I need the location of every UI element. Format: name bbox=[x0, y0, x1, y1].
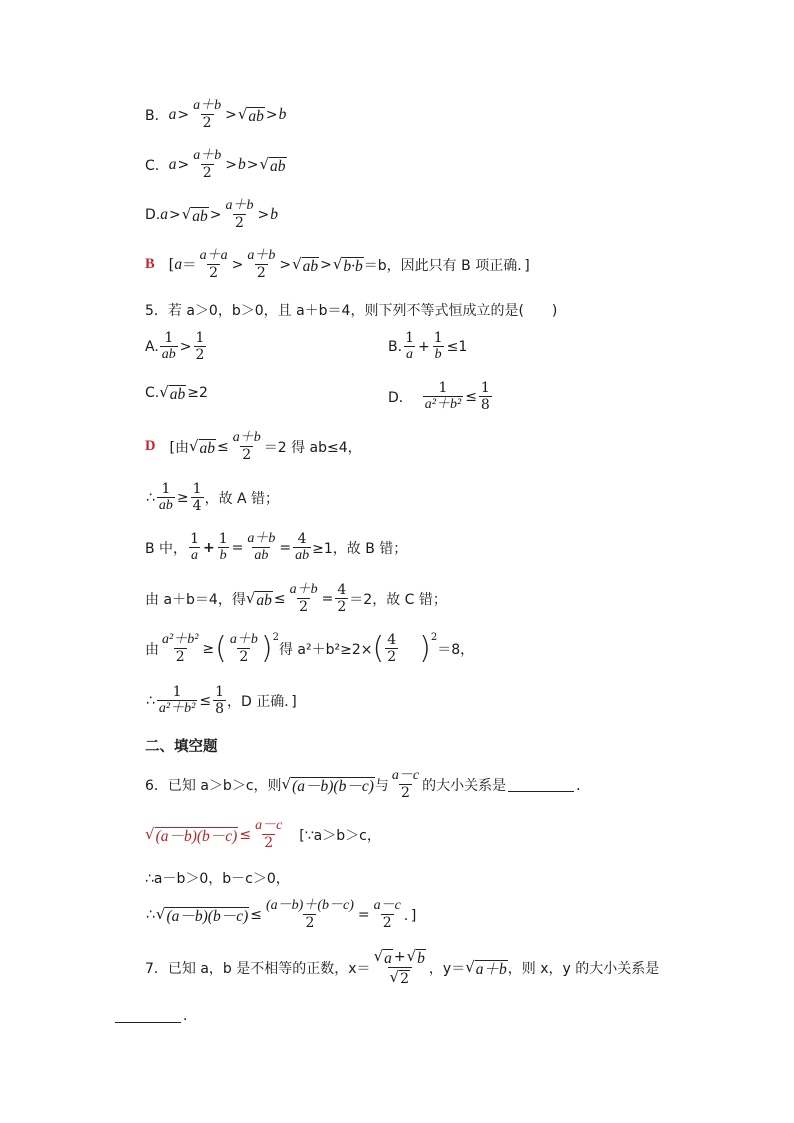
fraction: $\frac{1}{\text{a²＋b²}}$ bbox=[158, 684, 196, 716]
answer-5-line6: ∴ $\frac{1}{\text{a²＋b²}}$ ≤ $\frac{1}{8}$ ，D 正确．] bbox=[146, 684, 297, 717]
sqrt: √ ab bbox=[181, 204, 208, 225]
var: a bbox=[168, 105, 177, 123]
fraction: $\frac{1}{b}$ bbox=[218, 531, 228, 563]
var: a bbox=[168, 155, 177, 173]
fraction: $\frac{1}{4}$ bbox=[192, 481, 202, 514]
sqrt: √ (a－b)(b－c) bbox=[155, 904, 249, 925]
fraction: $\frac{1}{a}$ bbox=[405, 330, 414, 362]
fraction: $\frac{4}{2}$ bbox=[387, 632, 397, 665]
question-5: 5．若 a＞0，b＞0，且 a＋b＝4，则下列不等式恒成立的是( ) bbox=[145, 303, 558, 319]
question-6: 6．已知 a＞b＞c，则 √ (a－b)(b－c) 与 $\frac{a-c}{2}$ 的大小关系是 ． bbox=[145, 768, 591, 801]
sqrt: √ ab bbox=[245, 588, 272, 609]
answer-blank bbox=[508, 777, 574, 792]
sqrt: √ ab bbox=[259, 154, 286, 175]
answer-5-line4: 由 a＋b＝4，得 √ ab ≤ $\frac{a+b}{2}$ = $\frac{4}{2}$ ＝2，故 C 错； bbox=[145, 582, 447, 615]
fraction: $\frac{a+b}{2}$ bbox=[229, 632, 258, 665]
option-d bbox=[145, 198, 278, 231]
fraction: $\frac{a-c}{2}$ bbox=[391, 768, 420, 801]
fraction: $\frac{1}{ab}$ bbox=[161, 330, 176, 362]
fraction: $\frac{1}{ab}$ bbox=[158, 481, 173, 513]
sqrt: √ ab bbox=[292, 254, 319, 275]
answer-5-line2: ∴ $\frac{1}{ab}$ ≥ $\frac{1}{4}$ ，故 A 错； bbox=[146, 481, 280, 514]
sqrt: √ ab bbox=[237, 104, 264, 125]
sqrt: √ ab bbox=[188, 436, 216, 457]
fraction: $\frac{a-c}{2}$ bbox=[373, 898, 401, 931]
sqrt: √ (a－b)(b－c) bbox=[281, 774, 374, 795]
answer-blank bbox=[115, 1008, 181, 1023]
sqrt: √ a＋b bbox=[465, 957, 507, 978]
question-7-blank-line: ． bbox=[113, 1005, 197, 1025]
symbol: > bbox=[225, 156, 237, 173]
var: a bbox=[160, 205, 168, 223]
fraction: $\frac{a+b}{ab}$ bbox=[247, 531, 276, 563]
answer-letter: B bbox=[145, 256, 155, 272]
symbol: > bbox=[257, 206, 270, 223]
option-5d: D． $\frac{1}{\text{a²＋b²}}$ ≤ $\frac{1}{8}$ bbox=[388, 380, 490, 413]
fraction: $\frac{a+b}{2}$ bbox=[247, 248, 276, 281]
fraction: $\frac{a+b}{2}$ bbox=[193, 148, 222, 181]
fraction: $\frac{1}{a}$ bbox=[190, 531, 199, 563]
fraction: $\frac{a+b}{2}$ bbox=[289, 582, 318, 615]
sqrt: √ (a－b)(b－c) bbox=[145, 824, 238, 845]
sqrt: √ ab bbox=[159, 383, 186, 403]
fraction: $\frac{1}{2}$ bbox=[195, 330, 205, 363]
section-heading: 二、填空题 bbox=[145, 739, 218, 755]
fraction: $\frac{\text{a²＋b²}}{2}$ bbox=[162, 632, 199, 665]
option-c bbox=[145, 148, 287, 181]
option-label: C． bbox=[145, 157, 169, 174]
symbol: > bbox=[265, 106, 278, 123]
answer-6-line1: √ (a－b)(b－c) ≤ $\frac{a-c}{2}$ [∵a＞b＞c， bbox=[145, 818, 381, 851]
var: b bbox=[278, 105, 287, 123]
symbol: > bbox=[225, 106, 237, 123]
var: b bbox=[270, 205, 278, 223]
option-label: B． bbox=[145, 107, 169, 124]
question-7: 7．已知 a，b 是不相等的正数，x＝ √ a + √ b √ 2 ，y＝ √ a＋b ，则 x，y 的大小关系是 bbox=[145, 947, 660, 987]
var: b bbox=[238, 155, 246, 173]
answer-5-line1: D [由 √ ab ≤ $\frac{a+b}{2}$ ＝2 得 ab≤4， bbox=[145, 430, 362, 463]
option-label: D. bbox=[145, 206, 161, 223]
symbol: > bbox=[246, 156, 259, 173]
option-5b: B. $\frac{1}{a}$ + $\frac{1}{b}$ ≤1 bbox=[388, 330, 468, 362]
fraction: $\frac{a+b}{2}$ bbox=[225, 198, 254, 231]
fraction: $\frac{4}{ab}$ bbox=[295, 531, 310, 563]
symbol: > bbox=[168, 206, 181, 223]
fraction: $\frac{1}{b}$ bbox=[433, 330, 443, 362]
option-5a: A. $\frac{1}{ab}$ > $\frac{1}{2}$ bbox=[145, 330, 205, 363]
fraction: $\frac{a+a}{2}$ bbox=[199, 248, 228, 281]
option-b bbox=[145, 98, 286, 131]
answer-6-line3: ∴ √ (a－b)(b－c) ≤ $\frac{(a-b)+(b-c)}{2}$ = $\frac{a-c}{2}$ ．] bbox=[146, 898, 417, 931]
fraction: $\frac{a-c}{2}$ bbox=[255, 818, 283, 851]
answer-5-line3: B 中， $\frac{1}{a}$ + $\frac{1}{b}$ = $\frac{a+b}{ab}$ = $\frac{4}{ab}$ ≥1，故 B 错； bbox=[145, 531, 408, 563]
fraction: $\frac{(a-b)+(b-c)}{2}$ bbox=[266, 898, 354, 931]
symbol: > bbox=[209, 206, 222, 223]
symbol: > bbox=[177, 156, 190, 173]
fraction: √ a + √ b √ 2 bbox=[373, 947, 425, 987]
sqrt: √ b·b bbox=[332, 254, 363, 275]
answer-letter: D bbox=[145, 438, 156, 454]
option-5c: C. √ ab ≥2 bbox=[145, 383, 208, 403]
answer-5-line5: 由 $\frac{\text{a²＋b²}}{2}$ ≥ ( $\frac{a+b}{2}$ ) 2 得 a²＋b²≥2× ( $\frac{4}{2}$ ) 2 ＝8， bbox=[145, 630, 475, 666]
fraction: $\frac{a+b}{2}$ bbox=[193, 98, 222, 131]
fraction: $\frac{a+b}{2}$ bbox=[232, 430, 261, 463]
fraction: $\frac{4}{2}$ bbox=[337, 582, 347, 615]
symbol: > bbox=[177, 106, 190, 123]
fraction: $\frac{1}{8}$ bbox=[480, 380, 490, 413]
answer-4: B [ a ＝ $\frac{a+a}{2}$ > $\frac{a+b}{2}$ > √ ab > √ b·b ＝b，因此只有 B 项正确．] bbox=[145, 248, 530, 281]
fraction: $\frac{1}{\text{a²＋b²}}$ bbox=[424, 380, 462, 412]
fraction: $\frac{1}{8}$ bbox=[215, 684, 224, 717]
answer-6-line2: ∴a－b＞0，b－c＞0， bbox=[145, 871, 290, 887]
